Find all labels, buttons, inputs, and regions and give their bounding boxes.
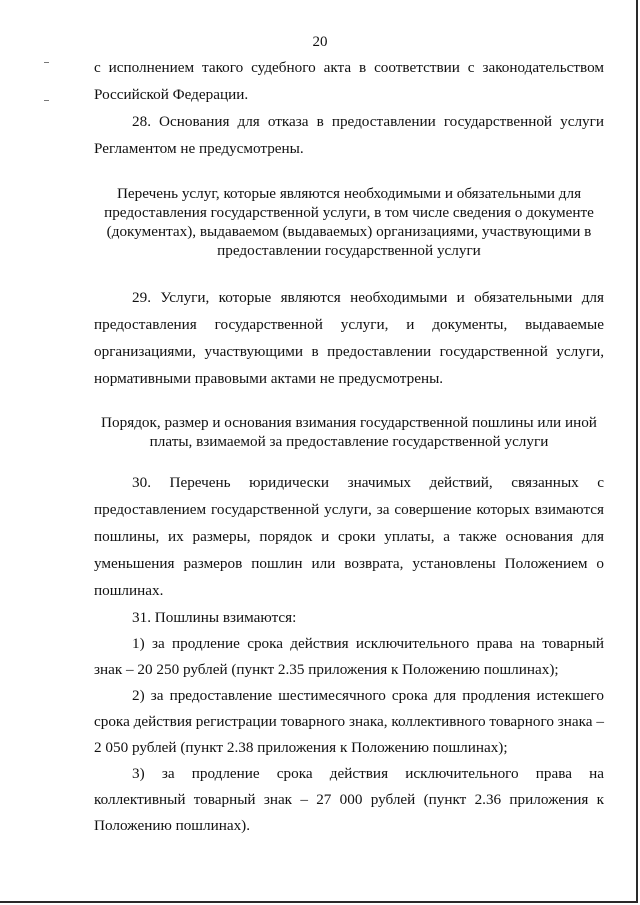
paragraph-continuation: с исполнением такого судебного акта в соответствии с законодательством Российской Федерации. [94,59,604,103]
paragraph-28: 28. Основания для отказа в предоставлении государственной услуги Регламентом не предусмотрены. [94,113,604,157]
paragraph-29: 29. Услуги, которые являются необходимыми и обязательными для предоставления государственной услуги, и документы, выдаваемые организациями, участвующими в предоставлении государственной услуги, нормативными правовыми актами не предусмотрены. [94,289,604,387]
list-item-2: 2) за предоставление шестимесячного срока для продления истекшего срока действия регистрации товарного знака, коллективного товарного знака – 2 050 рублей (пункт 2.38 приложения к Положению пошлинах); [94,687,604,756]
list-item-3: 3) за продление срока действия исключительного права на коллективный товарный знак – 27 000 рублей (пункт 2.36 приложения к Положению пошлинах). [94,765,604,834]
paragraph-31: 31. Пошлины взимаются: [132,609,297,626]
list-item-1: 1) за продление срока действия исключительного права на товарный знак – 20 250 рублей (пункт 2.35 приложения к Положению пошлинах); [94,635,604,678]
section-heading-fees: Порядок, размер и основания взимания государственной пошлины или иной платы, взимаемой за предоставление государственной услуги [101,414,597,450]
section-heading-services: Перечень услуг, которые являются необходимыми и обязательными для предоставления государственной услуги, в том числе сведения о документе (документах), выдаваемом (выдаваемых) организациями, участвующими в предоставлении государственной услуги [104,185,594,259]
margin-mark [44,100,49,101]
document-body [94,54,604,839]
page-number: 20 [312,34,328,50]
paragraph-30: 30. Перечень юридически значимых действий, связанных с предоставлением государственной услуги, за совершение которых взимаются пошлины, их размеры, порядок и сроки уплаты, а также основания для уменьшения размеров пошлин или возврата, установлены Положением о пошлинах. [94,474,604,599]
margin-mark [44,62,49,63]
